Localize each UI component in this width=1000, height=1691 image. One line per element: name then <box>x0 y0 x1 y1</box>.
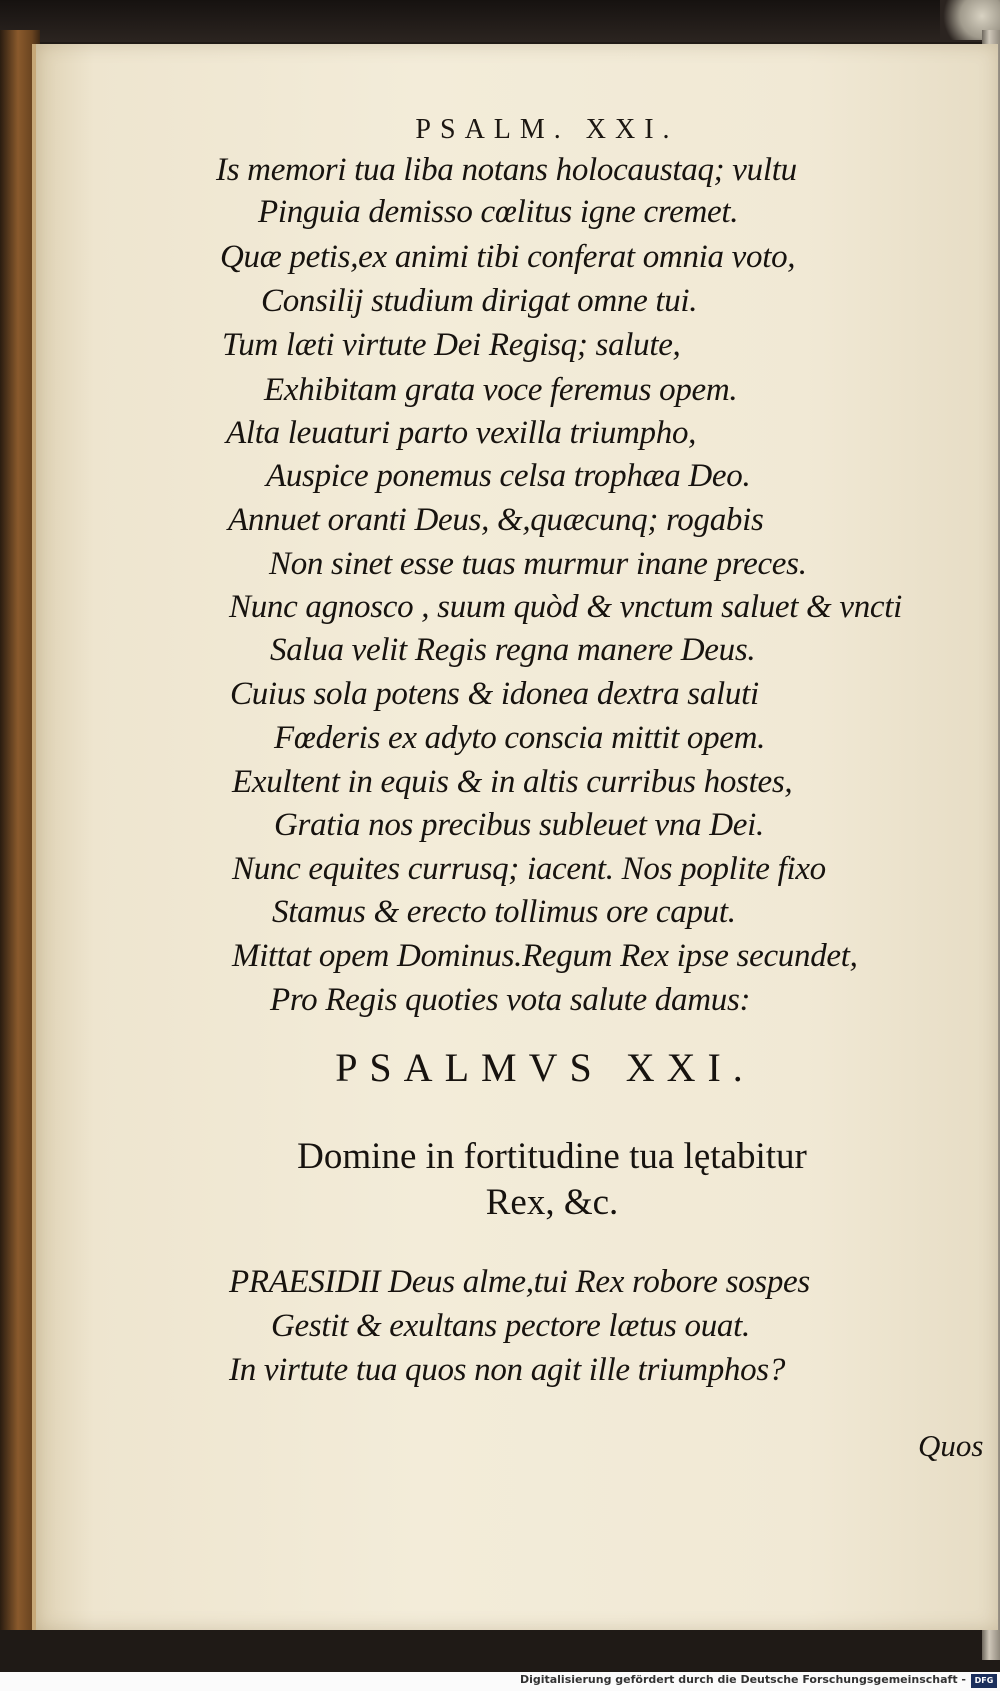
book-page <box>32 44 998 1630</box>
verse-line: Is memori tua liba notans holocaustaq; vultu <box>216 152 797 188</box>
scan-background-top <box>0 0 1000 42</box>
verse-line: Gratia nos precibus subleuet vna Dei. <box>274 807 764 843</box>
verse-line: Nunc agnosco , suum quòd & vnctum saluet & vncti <box>229 589 903 625</box>
verse-line: Salua velit Regis regna manere Deus. <box>270 632 756 668</box>
verse-line: Pro Regis quoties vota salute damus: <box>270 982 751 1018</box>
digitization-credit: Digitalisierung gefördert durch die Deutsche Forschungsgemeinschaft - <box>519 1673 966 1686</box>
verse-line: Exhibitam grata voce feremus opem. <box>264 372 738 408</box>
verse-line: Stamus & erecto tollimus ore caput. <box>272 894 736 930</box>
dfg-logo-icon: DFG <box>971 1674 997 1688</box>
catchword: Quos <box>918 1428 984 1463</box>
verse-line: Alta leuaturi parto vexilla triumpho, <box>226 415 697 451</box>
verse-line: Fœderis ex adyto conscia mittit opem. <box>274 720 766 756</box>
verse-line: Auspice ponemus celsa trophæa Deo. <box>266 458 751 494</box>
verse-line: Pinguia demisso cœlitus igne cremet. <box>258 194 739 230</box>
verse-line: Nunc equites currusq; iacent. Nos poplite fixo <box>232 851 826 887</box>
verse-line: Annuet oranti Deus, &,quæcunq; rogabis <box>228 502 764 538</box>
verse-line: Cuius sola potens & idonea dextra saluti <box>230 676 759 712</box>
verse-line: In virtute tua quos non agit ille triumphos? <box>229 1352 786 1388</box>
incipit <box>36 1134 998 1226</box>
verse-line: Gestit & exultans pectore lætus ouat. <box>271 1308 750 1344</box>
verse-line: Mittat opem Dominus.Regum Rex ipse secundet, <box>232 938 858 974</box>
incipit-line: Domine in fortitudine tua lętabitur <box>297 1136 807 1177</box>
verse-line: PRAESIDII Deus alme,tui Rex robore sospes <box>229 1264 810 1300</box>
verse-line: Non sinet esse tuas murmur inane preces. <box>269 546 807 582</box>
verse-line: Tum læti virtute Dei Regisq; salute, <box>222 327 681 363</box>
psalm-heading: PSALMVS XXI. <box>335 1045 755 1090</box>
verse-line: Exultent in equis & in altis curribus hostes, <box>232 764 793 800</box>
running-head: PSALM. XXI. <box>415 114 679 145</box>
verse-line: Consilij studium dirigat omne tui. <box>261 283 698 319</box>
verse-line: Quæ petis,ex animi tibi conferat omnia voto, <box>220 239 796 275</box>
incipit-line: Rex, &c. <box>485 1182 619 1223</box>
